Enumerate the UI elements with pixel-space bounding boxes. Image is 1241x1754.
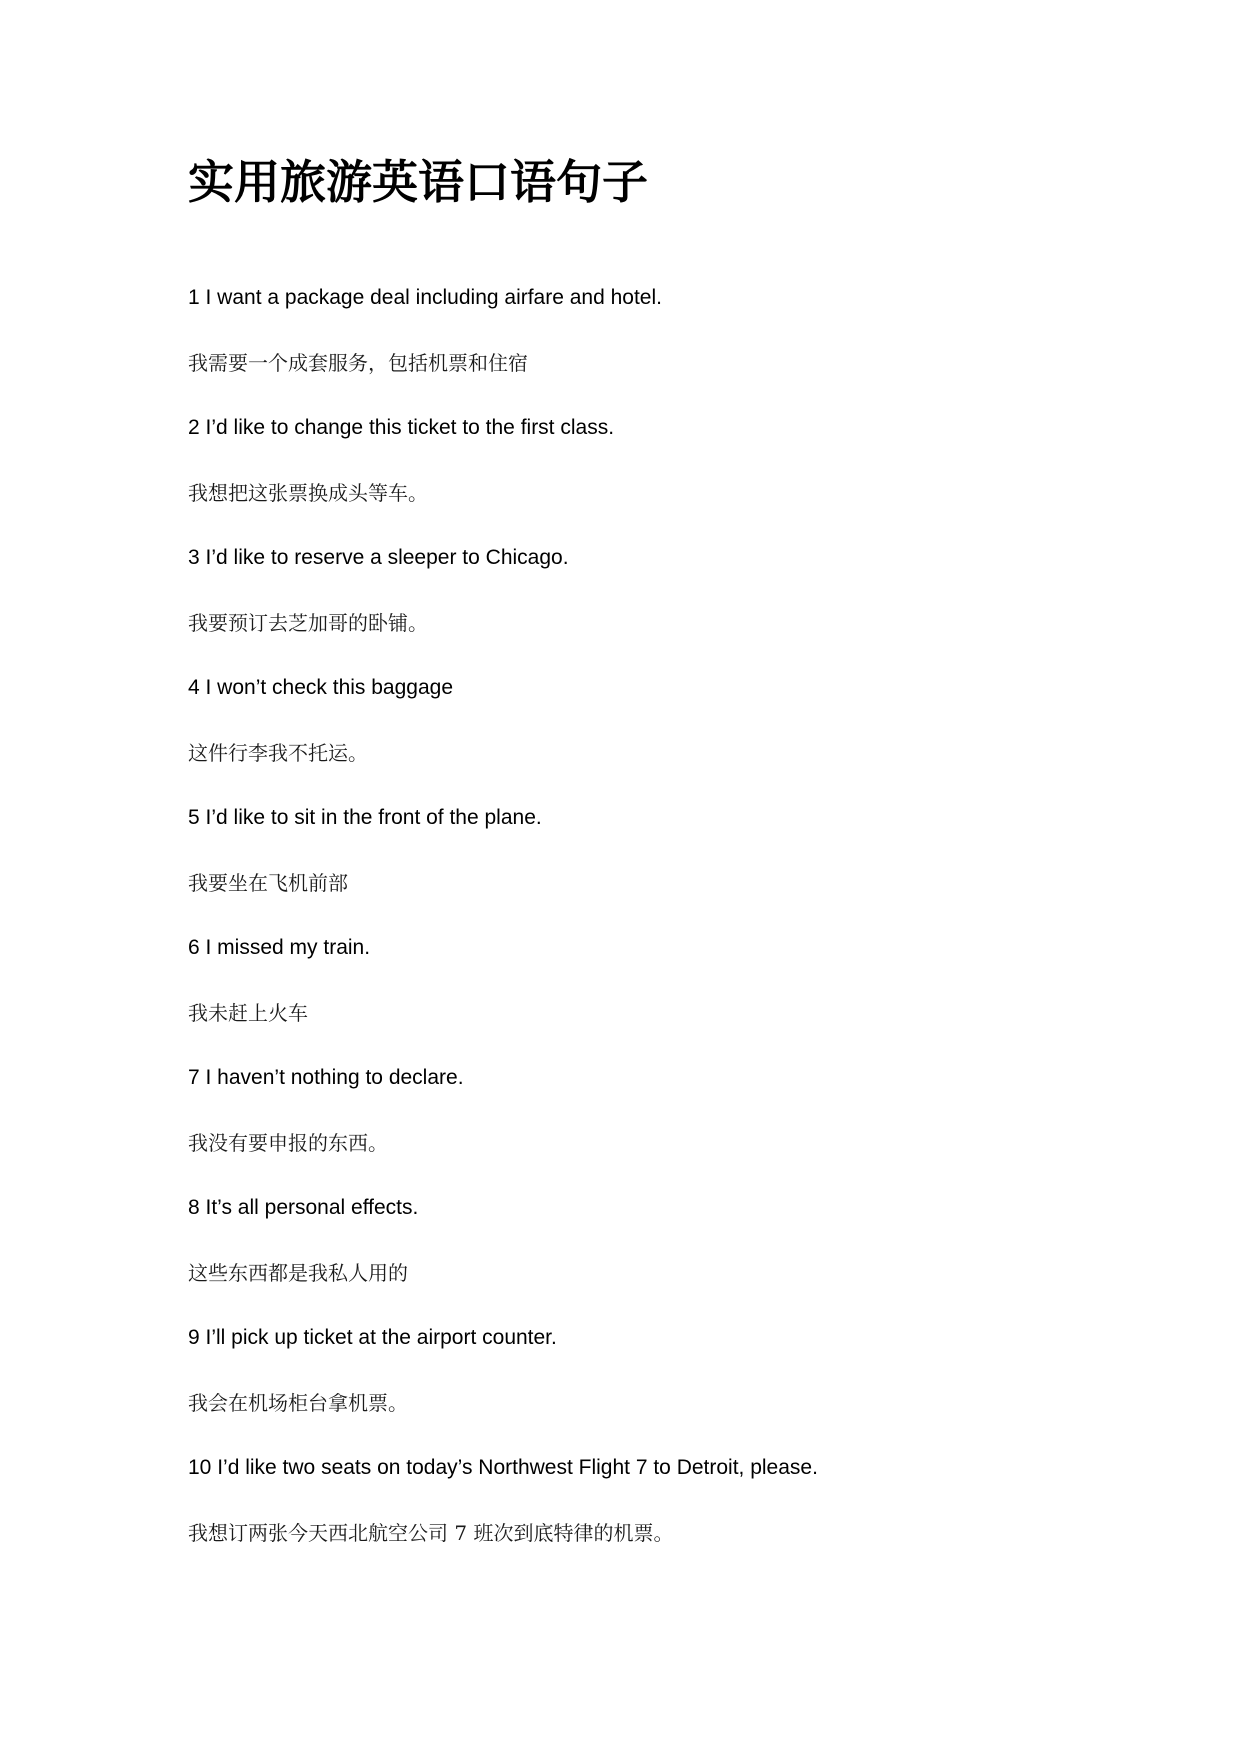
chinese-translation: 我要坐在飞机前部 [188, 871, 348, 895]
english-sentence: 4 I won’t check this baggage [188, 676, 454, 699]
document-title: 实用旅游英语口语句子 [188, 155, 648, 209]
phrase-entry [188, 278, 1188, 408]
english-sentence: 8 It’s all personal effects. [188, 1196, 419, 1219]
phrase-entry [188, 1318, 1188, 1448]
chinese-translation: 我需要一个成套服务，包括机票和住宿 [188, 351, 528, 375]
english-sentence: 5 I’d like to sit in the front of the plane. [188, 806, 542, 829]
english-sentence: 2 I’d like to change this ticket to the first class. [188, 416, 615, 439]
english-sentence: 6 I missed my train. [188, 936, 371, 959]
chinese-translation: 我会在机场柜台拿机票。 [188, 1391, 408, 1415]
english-sentence: 7 I haven’t nothing to declare. [188, 1066, 464, 1089]
phrase-entry [188, 798, 1188, 928]
chinese-translation: 我未赶上火车 [188, 1001, 308, 1025]
english-sentence: 3 I’d like to reserve a sleeper to Chicago. [188, 546, 569, 569]
chinese-translation: 我想把这张票换成头等车。 [188, 481, 428, 505]
chinese-translation: 我没有要申报的东西。 [188, 1131, 388, 1155]
phrase-entry [188, 1188, 1188, 1318]
phrase-entry [188, 668, 1188, 798]
english-sentence: 10 I’d like two seats on today’s Northwest Flight 7 to Detroit, please. [188, 1456, 818, 1479]
english-sentence: 9 I’ll pick up ticket at the airport counter. [188, 1326, 557, 1349]
phrase-list [188, 278, 1188, 1578]
chinese-translation: 我要预订去芝加哥的卧铺。 [188, 611, 428, 635]
phrase-entry [188, 928, 1188, 1058]
chinese-translation: 这件行李我不托运。 [188, 741, 368, 765]
phrase-entry [188, 1448, 1188, 1578]
phrase-entry [188, 538, 1188, 668]
chinese-translation: 我想订两张今天西北航空公司 7 班次到底特律的机票。 [188, 1521, 674, 1545]
english-sentence: 1 I want a package deal including airfare and hotel. [188, 286, 662, 309]
chinese-translation: 这些东西都是我私人用的 [188, 1261, 408, 1285]
phrase-entry [188, 1058, 1188, 1188]
phrase-entry [188, 408, 1188, 538]
